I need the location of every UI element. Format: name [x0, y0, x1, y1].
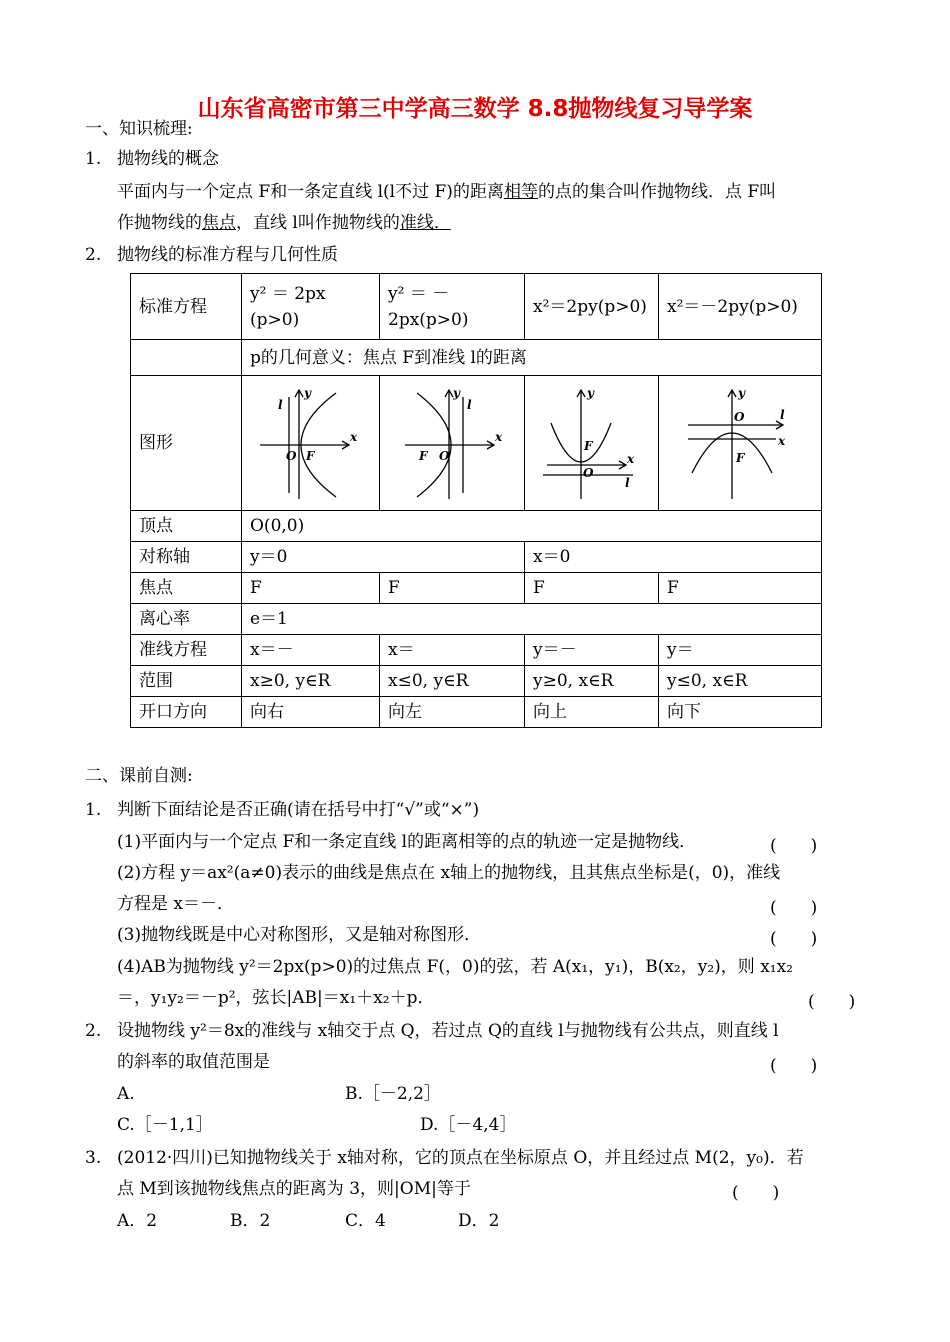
item-title: 抛物线的概念 — [117, 149, 219, 169]
origin-label: O — [734, 410, 745, 424]
origin-label: O — [285, 449, 296, 463]
text: 平面内与一个定点 F和一条定直线 l(l不过 F)的距离 — [117, 182, 504, 202]
statement-2-line-1: (2)方程 y＝ax²(a≠0)表示的曲线是焦点在 x轴上的抛物线，且其焦点坐标是(，0)，准线 — [117, 863, 781, 883]
table-cell: y≤0, x∈R — [659, 666, 822, 697]
equation-cell: y² ＝ 2px (p>0) — [242, 274, 380, 340]
table-cell: x≥0, y∈R — [242, 666, 380, 697]
item-title: 抛物线的标准方程与几何性质 — [117, 245, 338, 265]
answer-blank[interactable]: ( ) — [732, 1183, 780, 1203]
table-cell: 向下 — [659, 697, 822, 728]
row-label — [131, 340, 242, 376]
axis-label-x: x — [626, 452, 634, 466]
axis-label-x: x — [778, 434, 786, 448]
table-cell: y＝0 — [242, 542, 525, 573]
parabola-left-graph — [397, 383, 507, 503]
item-number: 2. — [85, 245, 102, 265]
row-label: 范围 — [131, 666, 242, 697]
section-heading-1: 一、知识梳理: — [85, 119, 193, 139]
parabola-right-graph — [256, 383, 366, 503]
question-number: 2. — [85, 1021, 102, 1041]
parabola-properties-table — [130, 273, 822, 728]
answer-blank[interactable]: ( ) — [770, 898, 818, 918]
answer-blank[interactable]: ( ) — [808, 992, 856, 1012]
table-cell: y＝ — [659, 635, 822, 666]
question-3-line-2: 点 M到该抛物线焦点的距离为 3，则|OM|等于 — [117, 1179, 471, 1199]
origin-label: O — [439, 449, 450, 463]
concept-line-2 — [117, 212, 451, 234]
row-label: 焦点 — [131, 573, 242, 604]
option-b[interactable]: B.［－2,2］ — [345, 1084, 441, 1104]
statement-2-line-2: 方程是 x＝－． — [117, 894, 234, 914]
question-number: 1. — [85, 800, 102, 820]
row-label: 顶点 — [131, 511, 242, 542]
text: ，直线 l叫作抛物线的 — [236, 213, 400, 233]
table-cell: 向右 — [242, 697, 380, 728]
table-cell: e＝1 — [242, 604, 822, 635]
option-c[interactable]: C.［－1,1］ — [117, 1115, 213, 1135]
equation-cell: x²＝2py(p>0) — [525, 274, 659, 340]
option-d[interactable]: D．2 — [458, 1211, 500, 1231]
underlined-term: 焦点 — [202, 213, 236, 233]
table-cell: F — [525, 573, 659, 604]
table-cell: x＝ — [380, 635, 525, 666]
figure-down-opening — [659, 376, 822, 511]
axis-label-y: y — [738, 386, 745, 400]
figure-up-opening — [525, 376, 659, 511]
equation-cell: x²＝－2py(p>0) — [659, 274, 822, 340]
question-2-line-1: 设抛物线 y²＝8x的准线与 x轴交于点 Q，若过点 Q的直线 l与抛物线有公共点，则直线 l — [117, 1021, 779, 1041]
axis-label-x: x — [495, 430, 503, 444]
row-label: 对称轴 — [131, 542, 242, 573]
table-cell: 向上 — [525, 697, 659, 728]
table-cell: O(0,0) — [242, 511, 822, 542]
table-cell: F — [380, 573, 525, 604]
page-title: 山东省高密市第三中学高三数学 8.8抛物线复习导学案 — [197, 96, 753, 122]
axis-label-x: x — [349, 430, 357, 444]
p-meaning-cell: p的几何意义：焦点 F到准线 l的距离 — [242, 340, 822, 376]
option-a[interactable]: A. — [117, 1084, 135, 1104]
table-cell: 向左 — [380, 697, 525, 728]
focus-label: F — [736, 451, 745, 465]
axis-label-y: y — [586, 386, 594, 400]
question-stem: 判断下面结论是否正确(请在括号中打“√”或“×”) — [117, 800, 480, 820]
concept-line-1 — [117, 181, 776, 203]
question-number: 3. — [85, 1148, 102, 1168]
axis-label-y: y — [303, 386, 311, 400]
equation-cell: y² ＝ － 2px(p>0) — [380, 274, 525, 340]
parabola-up-graph — [537, 383, 647, 503]
directrix-label: l — [780, 408, 785, 422]
option-b[interactable]: B．2 — [230, 1211, 271, 1231]
axis-label-y: y — [453, 386, 460, 400]
directrix-label: l — [467, 398, 472, 412]
answer-blank[interactable]: ( ) — [770, 836, 818, 856]
statement-3: (3)抛物线既是中心对称图形，又是轴对称图形． — [117, 925, 482, 945]
focus-label: F — [305, 449, 315, 463]
statement-4-line-2: ＝，y₁y₂＝－p²，弦长|AB|＝x₁＋x₂＋p． — [117, 988, 435, 1008]
row-label: 标准方程 — [131, 274, 242, 340]
table-cell: y＝－ — [525, 635, 659, 666]
option-d[interactable]: D.［－4,4］ — [420, 1115, 517, 1135]
option-a[interactable]: A．2 — [117, 1211, 158, 1231]
underlined-term: 准线． — [399, 213, 451, 233]
table-cell: y≥0, x∈R — [525, 666, 659, 697]
table-cell: F — [242, 573, 380, 604]
table-cell: F — [659, 573, 822, 604]
answer-blank[interactable]: ( ) — [770, 929, 818, 949]
table-cell: x≤0, y∈R — [380, 666, 525, 697]
question-2-line-2: 的斜率的取值范围是 — [117, 1052, 270, 1072]
directrix-label: l — [277, 398, 283, 412]
row-label: 离心率 — [131, 604, 242, 635]
table-cell: x＝0 — [525, 542, 822, 573]
item-number: 1. — [85, 149, 102, 169]
origin-label: O — [582, 466, 593, 480]
focus-label: F — [419, 449, 428, 463]
row-label: 开口方向 — [131, 697, 242, 728]
text: 的点的集合叫作抛物线．点 F叫 — [537, 182, 777, 202]
answer-blank[interactable]: ( ) — [770, 1056, 818, 1076]
row-label: 准线方程 — [131, 635, 242, 666]
text: 作抛物线的 — [117, 213, 202, 233]
statement-1: (1)平面内与一个定点 F和一条定直线 l的距离相等的点的轨迹一定是抛物线． — [117, 832, 697, 852]
statement-4-line-1: (4)AB为抛物线 y²＝2px(p>0)的过焦点 F(，0)的弦，若 A(x₁，y₁)，B(x₂，y₂)，则 x₁x₂ — [117, 957, 793, 977]
figure-right-opening — [242, 376, 380, 511]
question-3-line-1: (2012·四川)已知抛物线关于 x轴对称，它的顶点在坐标原点 O，并且经过点 M(2，y₀)．若 — [117, 1148, 804, 1168]
underlined-term: 相等 — [503, 182, 538, 202]
figure-left-opening — [380, 376, 525, 511]
focus-label: F — [583, 439, 593, 453]
parabola-down-graph — [680, 383, 800, 503]
option-c[interactable]: C．4 — [345, 1211, 386, 1231]
directrix-label: l — [624, 476, 630, 490]
section-heading-2: 二、课前自测: — [85, 766, 193, 786]
table-cell: x＝－ — [242, 635, 380, 666]
row-label: 图形 — [131, 376, 242, 511]
